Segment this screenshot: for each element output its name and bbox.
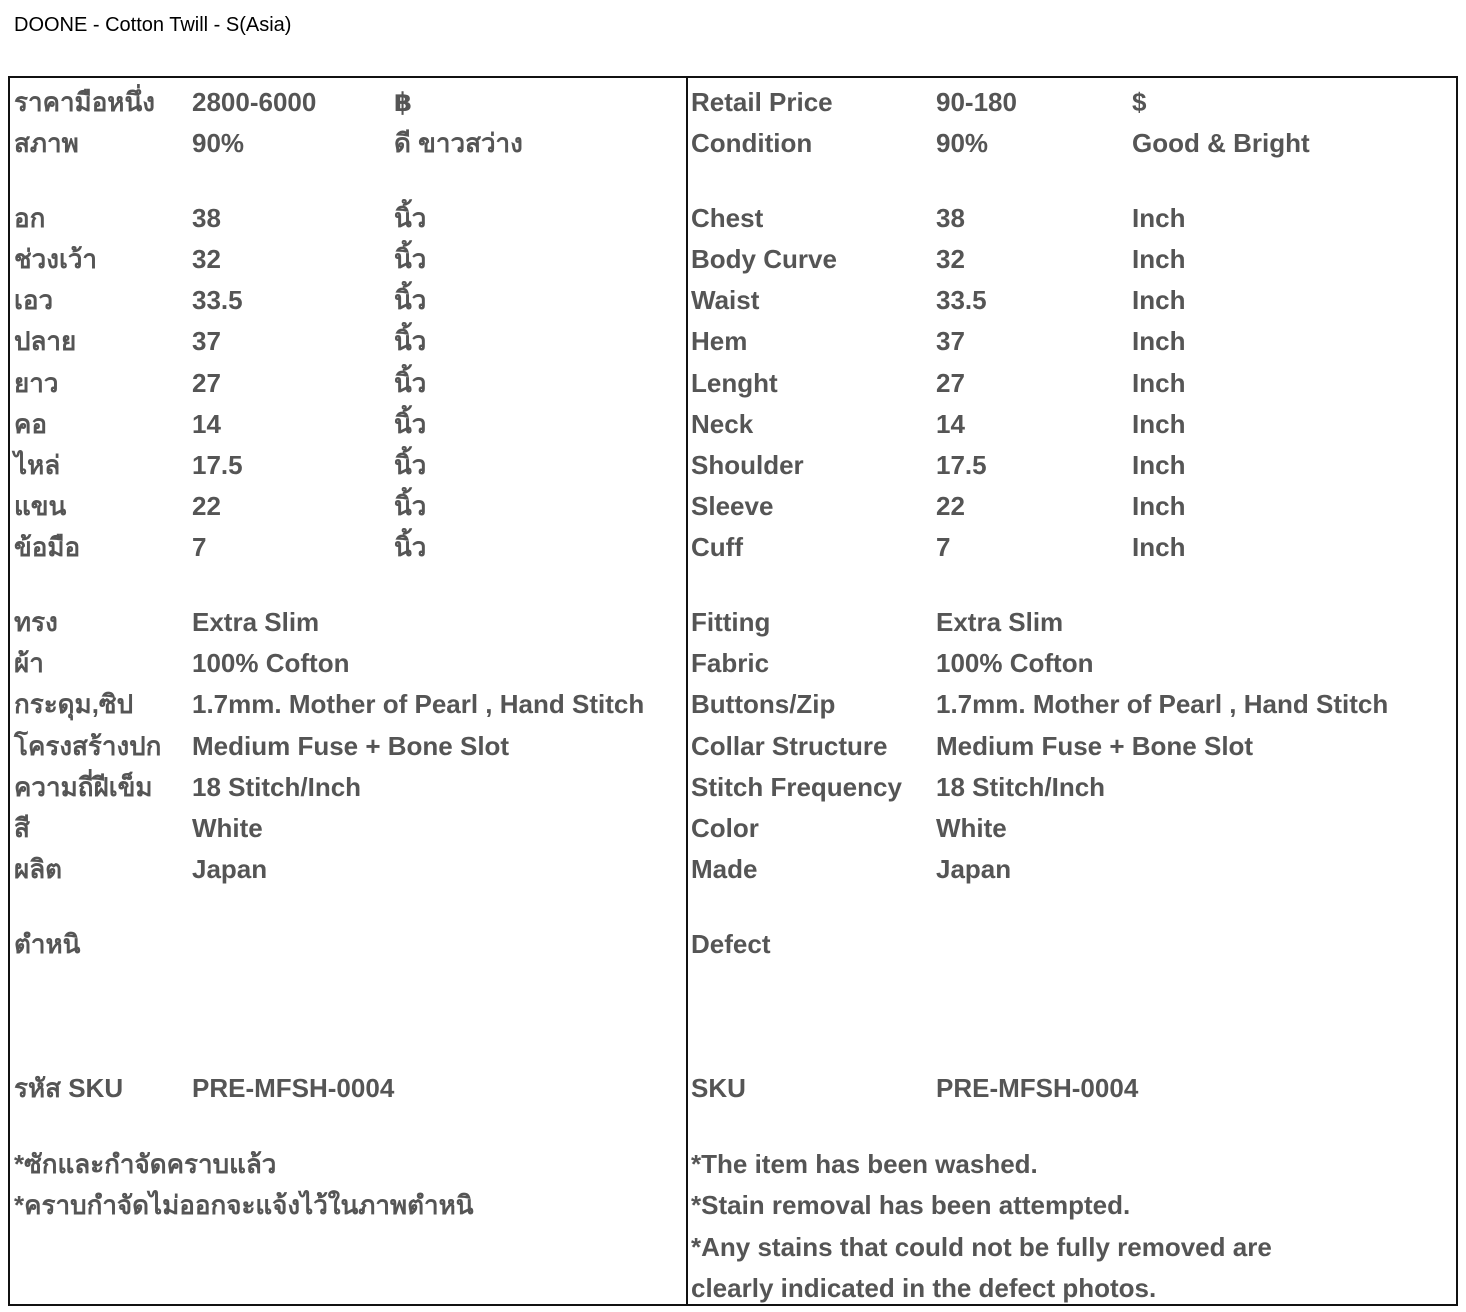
english-row-value: Japan (936, 854, 1012, 884)
english-row-value: 90% (936, 128, 989, 158)
english-row-value: PRE-MFSH-0004 (936, 1073, 1139, 1103)
thai-row-unit: นิ้ว (394, 326, 427, 356)
thai-row-label: แขน (14, 491, 67, 521)
thai-row-unit: นิ้ว (394, 532, 427, 562)
thai-note: *คราบกำจัดไม่ออกจะแจ้งไว้ในภาพตำหนิ (14, 1190, 474, 1220)
thai-row-value: White (192, 813, 263, 843)
thai-row-label: ยาว (14, 368, 59, 398)
thai-note: *ซักและกำจัดคราบแล้ว (14, 1149, 277, 1179)
thai-row-label: ราคามือหนึ่ง (14, 87, 155, 117)
thai-row-value: 38 (192, 203, 221, 233)
thai-row-value: 1.7mm. Mother of Pearl , Hand Stitch (192, 689, 645, 719)
english-row-value: 38 (936, 203, 965, 233)
english-row-value: 100% Cofton (936, 648, 1094, 678)
english-row-value: 17.5 (936, 450, 987, 480)
english-row-unit: Inch (1132, 368, 1186, 398)
english-row-value: White (936, 813, 1007, 843)
thai-row-unit: นิ้ว (394, 244, 427, 274)
english-row-label: Made (691, 854, 758, 884)
document-title: DOONE - Cotton Twill - S(Asia) (14, 14, 292, 36)
thai-row-value: Medium Fuse + Bone Slot (192, 731, 510, 761)
english-row-label: Defect (691, 929, 771, 959)
english-row-label: Lenght (691, 368, 778, 398)
thai-row-label: ทรง (14, 607, 58, 637)
thai-row-label: ผ้า (14, 648, 44, 678)
thai-row-value: 22 (192, 491, 221, 521)
english-row-value: 27 (936, 368, 965, 398)
thai-row-unit: นิ้ว (394, 409, 427, 439)
thai-row-value: 18 Stitch/Inch (192, 772, 362, 802)
thai-row-value: Japan (192, 854, 268, 884)
thai-row-unit: นิ้ว (394, 368, 427, 398)
english-row-label: Collar Structure (691, 731, 888, 761)
thai-row-value: 7 (192, 532, 207, 562)
english-row-unit: Inch (1132, 326, 1186, 356)
english-row-unit: Inch (1132, 491, 1186, 521)
english-row-label: Neck (691, 409, 754, 439)
english-row-unit: Inch (1132, 532, 1186, 562)
thai-row-value: 100% Cofton (192, 648, 350, 678)
english-row-label: Fabric (691, 648, 770, 678)
english-row-unit: Inch (1132, 409, 1186, 439)
english-row-label: Hem (691, 326, 748, 356)
thai-row-value: 27 (192, 368, 221, 398)
english-row-unit: Inch (1132, 244, 1186, 274)
english-row-value: 18 Stitch/Inch (936, 772, 1106, 802)
english-row-value: 22 (936, 491, 965, 521)
thai-row-label: ไหล่ (14, 450, 61, 480)
english-row-value: Medium Fuse + Bone Slot (936, 731, 1254, 761)
thai-row-label: ความถี่ฝีเข็ม (14, 772, 153, 802)
thai-row-unit: นิ้ว (394, 491, 427, 521)
english-row-value: Extra Slim (936, 607, 1064, 637)
english-row-label: Condition (691, 128, 813, 158)
thai-row-value: 14 (192, 409, 221, 439)
thai-row-unit: นิ้ว (394, 285, 427, 315)
thai-row-value: 32 (192, 244, 221, 274)
english-row-label: Shoulder (691, 450, 804, 480)
thai-row-label: ข้อมือ (14, 532, 81, 562)
english-row-label: Waist (691, 285, 760, 315)
english-row-label: Fitting (691, 607, 771, 637)
english-row-label: Buttons/Zip (691, 689, 836, 719)
english-row-label: SKU (691, 1073, 746, 1103)
thai-row-label: ปลาย (14, 326, 77, 356)
english-row-unit: Good & Bright (1132, 128, 1310, 158)
thai-row-label: รหัส SKU (14, 1073, 124, 1103)
column-divider (686, 78, 688, 1304)
thai-row-value: 2800-6000 (192, 87, 317, 117)
english-row-label: Stitch Frequency (691, 772, 902, 802)
english-row-unit: Inch (1132, 285, 1186, 315)
english-row-unit: Inch (1132, 203, 1186, 233)
thai-row-unit: นิ้ว (394, 203, 427, 233)
thai-row-label: อก (14, 203, 46, 233)
spec-sheet (8, 76, 1458, 1306)
english-row-unit: $ (1132, 87, 1147, 117)
thai-row-label: ผลิต (14, 854, 63, 884)
english-row-label: Sleeve (691, 491, 774, 521)
english-row-value: 7 (936, 532, 951, 562)
english-row-label: Chest (691, 203, 764, 233)
thai-row-unit: ฿ (394, 87, 413, 117)
thai-row-label: ช่วงเว้า (14, 244, 98, 274)
thai-row-value: 37 (192, 326, 221, 356)
english-note: *The item has been washed. (691, 1149, 1038, 1179)
english-row-value: 1.7mm. Mother of Pearl , Hand Stitch (936, 689, 1389, 719)
english-row-unit: Inch (1132, 450, 1186, 480)
english-row-value: 32 (936, 244, 965, 274)
thai-row-value: 90% (192, 128, 245, 158)
thai-row-unit: ดี ขาวสว่าง (394, 128, 523, 158)
thai-row-label: โครงสร้างปก (14, 731, 162, 761)
english-row-label: Body Curve (691, 244, 837, 274)
english-row-label: Cuff (691, 532, 743, 562)
english-row-label: Color (691, 813, 759, 843)
thai-row-value: PRE-MFSH-0004 (192, 1073, 395, 1103)
english-row-value: 37 (936, 326, 965, 356)
english-row-value: 90-180 (936, 87, 1017, 117)
thai-row-value: 33.5 (192, 285, 243, 315)
thai-row-label: เอว (14, 285, 54, 315)
english-note: *Stain removal has been attempted. (691, 1190, 1131, 1220)
english-note: *Any stains that could not be fully removed are (691, 1232, 1272, 1262)
thai-row-value: Extra Slim (192, 607, 320, 637)
thai-row-unit: นิ้ว (394, 450, 427, 480)
thai-row-value: 17.5 (192, 450, 243, 480)
english-row-value: 33.5 (936, 285, 987, 315)
thai-row-label: สี (14, 813, 30, 843)
thai-row-label: คอ (14, 409, 48, 439)
thai-row-label: กระดุม,ซิป (14, 689, 134, 719)
english-note: clearly indicated in the defect photos. (691, 1273, 1157, 1303)
thai-row-label: สภาพ (14, 128, 79, 158)
english-row-value: 14 (936, 409, 965, 439)
thai-row-label: ตำหนิ (14, 929, 81, 959)
english-row-label: Retail Price (691, 87, 833, 117)
